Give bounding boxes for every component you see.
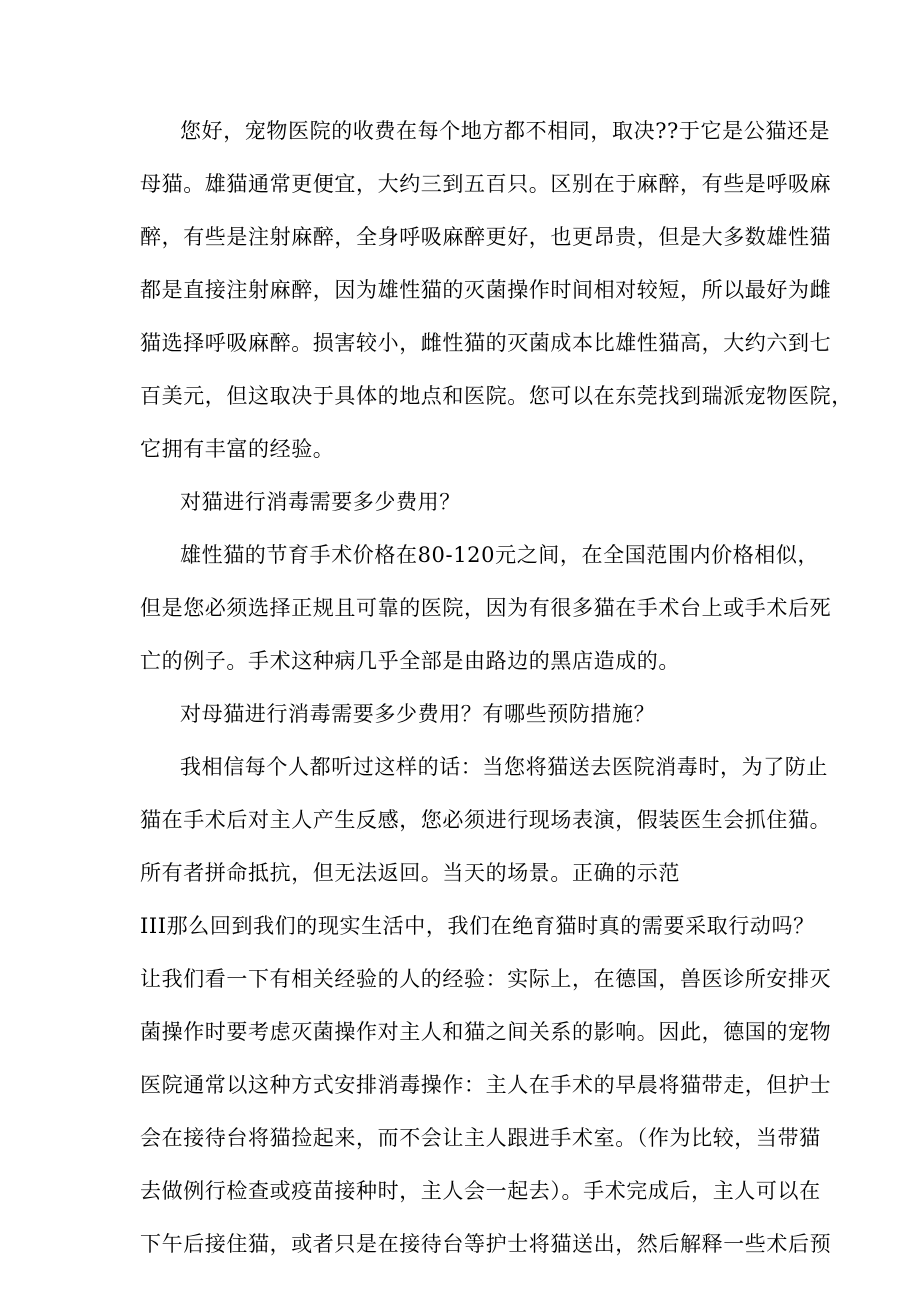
text-line: 但是您必须选择正规且可靠的医院，因为有很多猫在手术台上或手术后死 — [140, 596, 832, 620]
text-line: 百美元，但这取决于具体的地点和医院。您可以在东莞找到瑞派宠物医院， — [140, 384, 853, 408]
text-line: 醉，有些是注射麻醉，全身呼吸麻醉更好，也更昂贵，但是大多数雄性猫 — [140, 225, 832, 249]
section-heading: 对猫进行消毒需要多少费用？ — [180, 490, 461, 514]
text-line: 母猫。雄猫通常更便宜，大约三到五百只。区别在于麻醉，有些是呼吸麻 — [140, 172, 832, 196]
text-line: 让我们看一下有相关经验的人的经验：实际上，在德国，兽医诊所安排灭 — [140, 967, 832, 991]
text-line: 去做例行检查或疫苗接种时，主人会一起去）。手术完成后，主人可以在 — [140, 1179, 821, 1203]
text-line: 医院通常以这种方式安排消毒操作：主人在手术的早晨将猫带走，但护士 — [140, 1073, 832, 1097]
text-line: 菌操作时要考虑灭菌操作对主人和猫之间关系的影响。因此，德国的宠物 — [140, 1020, 832, 1044]
text-line: 下午后接住猫，或者只是在接待台等护士将猫送出，然后解释一些术后预 — [140, 1232, 832, 1256]
text-line: 您好，宠物医院的收费在每个地方都不相同，取决??于它是公猫还是 — [180, 119, 831, 143]
text-line: 亡的例子。手术这种病几乎全部是由路边的黑店造成的。 — [140, 649, 680, 673]
text-line: 所有者拼命抵抗，但无法返回。当天的场景。正确的示范 — [140, 861, 680, 885]
text-line: 会在接待台将猫捡起来，而不会让主人跟进手术室。（作为比较，当带猫 — [140, 1126, 821, 1150]
section-heading: 对母猫进行消毒需要多少费用？有哪些预防措施？ — [180, 702, 656, 726]
text-line: 雄性猫的节育手术价格在80-120元之间，在全国范围内价格相似， — [180, 543, 820, 567]
text-line: 都是直接注射麻醉，因为雄性猫的灭菌操作时间相对较短，所以最好为雌 — [140, 278, 832, 302]
text-line: III那么回到我们的现实生活中，我们在绝育猫时真的需要采取行动吗？ — [140, 914, 815, 938]
text-line: 猫选择呼吸麻醉。损害较小，雌性猫的灭菌成本比雄性猫高，大约六到七 — [140, 331, 832, 355]
text-line: 它拥有丰富的经验。 — [140, 437, 335, 461]
text-line: 我相信每个人都听过这样的话：当您将猫送去医院消毒时，为了防止 — [180, 755, 828, 779]
text-line: 猫在手术后对主人产生反感，您必须进行现场表演，假装医生会抓住猫。 — [140, 808, 832, 832]
